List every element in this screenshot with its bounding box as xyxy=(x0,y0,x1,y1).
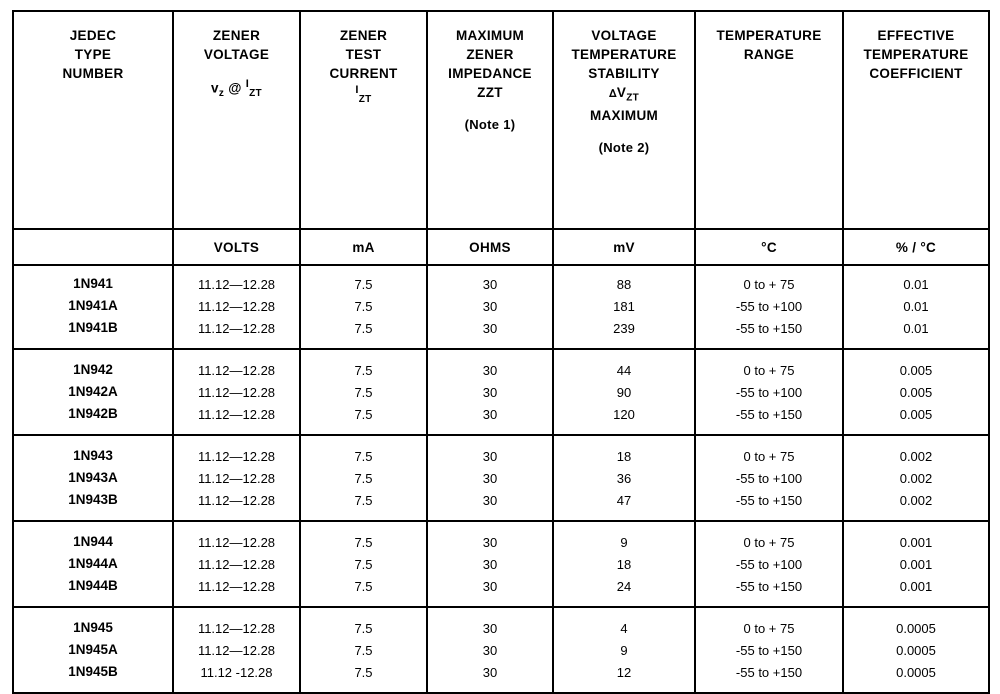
header-line: JEDEC xyxy=(69,28,117,43)
header-line: MAXIMUM xyxy=(455,28,525,43)
cell-temp-coefficient: 0.01 xyxy=(843,265,989,295)
cell-voltage: 11.12—12.28 xyxy=(173,521,300,553)
header-line: STABILITY xyxy=(588,66,660,82)
cell-voltage: 11.12—12.28 xyxy=(173,403,300,435)
cell-test-current: 7.5 xyxy=(300,381,427,403)
cell-stability: 24 xyxy=(553,575,695,607)
cell-voltage: 11.12—12.28 xyxy=(173,639,300,661)
header-line: ZENER xyxy=(339,28,388,43)
cell-stability: 18 xyxy=(553,435,695,467)
header-line: NUMBER xyxy=(62,66,124,82)
cell-type: 1N943B xyxy=(13,489,173,521)
cell-type: 1N942A xyxy=(13,381,173,403)
cell-impedance: 30 xyxy=(427,295,553,317)
header-line: IMPEDANCE xyxy=(448,66,532,82)
cell-impedance: 30 xyxy=(427,349,553,381)
table-row xyxy=(13,661,989,693)
header-line: TEMPERATURE xyxy=(716,28,822,43)
cell-impedance: 30 xyxy=(427,661,553,693)
cell-impedance: 30 xyxy=(427,575,553,607)
header-row-units xyxy=(13,229,989,265)
cell-impedance: 30 xyxy=(427,403,553,435)
cell-test-current: 7.5 xyxy=(300,349,427,381)
cell-test-current: 7.5 xyxy=(300,403,427,435)
cell-voltage: 11.12—12.28 xyxy=(173,489,300,521)
cell-stability: 90 xyxy=(553,381,695,403)
cell-voltage: 11.12—12.28 xyxy=(173,575,300,607)
cell-type: 1N943 xyxy=(13,435,173,467)
cell-stability: 9 xyxy=(553,639,695,661)
header-symbol-test-current: $^I_{ZT}$ xyxy=(355,84,372,106)
cell-temp-range: 0 to + 75 xyxy=(695,265,843,295)
cell-temp-range: -55 to +100 xyxy=(695,467,843,489)
zener-specification-table xyxy=(12,10,990,694)
cell-test-current: 7.5 xyxy=(300,607,427,639)
cell-temp-coefficient: 0.0005 xyxy=(843,661,989,693)
cell-test-current: 7.5 xyxy=(300,553,427,575)
header-spacer xyxy=(178,64,295,77)
table-row xyxy=(13,435,989,467)
cell-impedance: 30 xyxy=(427,489,553,521)
cell-voltage: 11.12—12.28 xyxy=(173,607,300,639)
cell-temp-range: -55 to +150 xyxy=(695,403,843,435)
cell-impedance: 30 xyxy=(427,317,553,349)
unit-maximum-zener-impedance: OHMS xyxy=(427,229,553,265)
cell-test-current: 7.5 xyxy=(300,435,427,467)
unit-jedec-type-number xyxy=(13,229,173,265)
cell-type: 1N941B xyxy=(13,317,173,349)
cell-temp-coefficient: 0.0005 xyxy=(843,639,989,661)
cell-type: 1N945B xyxy=(13,661,173,693)
cell-type: 1N943A xyxy=(13,467,173,489)
table-row xyxy=(13,489,989,521)
cell-type: 1N944B xyxy=(13,575,173,607)
table-row xyxy=(13,607,989,639)
cell-impedance: 30 xyxy=(427,639,553,661)
cell-temp-range: 0 to + 75 xyxy=(695,435,843,467)
table-row xyxy=(13,349,989,381)
cell-stability: 12 xyxy=(553,661,695,693)
header-line: ZZT xyxy=(477,85,503,101)
cell-impedance: 30 xyxy=(427,265,553,295)
table-row xyxy=(13,317,989,349)
cell-temp-coefficient: 0.01 xyxy=(843,317,989,349)
cell-impedance: 30 xyxy=(427,553,553,575)
cell-temp-coefficient: 0.002 xyxy=(843,435,989,467)
header-zener-test-current xyxy=(300,11,427,229)
header-row-main xyxy=(13,11,989,229)
table-row xyxy=(13,575,989,607)
cell-test-current: 7.5 xyxy=(300,489,427,521)
unit-effective-temperature-coefficient: % / °C xyxy=(843,229,989,265)
cell-voltage: 11.12 -12.28 xyxy=(173,661,300,693)
cell-impedance: 30 xyxy=(427,381,553,403)
cell-temp-range: -55 to +150 xyxy=(695,575,843,607)
unit-voltage-temperature-stability: mV xyxy=(553,229,695,265)
header-line: EFFECTIVE xyxy=(877,28,955,43)
cell-temp-range: -55 to +150 xyxy=(695,661,843,693)
cell-temp-range: -55 to +100 xyxy=(695,553,843,575)
cell-type: 1N941A xyxy=(13,295,173,317)
cell-voltage: 11.12—12.28 xyxy=(173,349,300,381)
table-row xyxy=(13,381,989,403)
header-line: RANGE xyxy=(743,47,795,63)
cell-voltage: 11.12—12.28 xyxy=(173,381,300,403)
cell-temp-coefficient: 0.002 xyxy=(843,467,989,489)
cell-type: 1N945A xyxy=(13,639,173,661)
header-spacer xyxy=(432,103,548,116)
cell-impedance: 30 xyxy=(427,607,553,639)
header-line: ZENER xyxy=(466,47,514,63)
cell-temp-range: 0 to + 75 xyxy=(695,607,843,639)
table-row xyxy=(13,403,989,435)
header-zener-voltage xyxy=(173,11,300,229)
cell-temp-coefficient: 0.005 xyxy=(843,403,989,435)
cell-impedance: 30 xyxy=(427,435,553,467)
table-row xyxy=(13,521,989,553)
header-line: CURRENT xyxy=(329,66,398,82)
cell-temp-range: 0 to + 75 xyxy=(695,521,843,553)
header-voltage-temperature-stability xyxy=(553,11,695,229)
header-symbol-delta-v-zt: $\Delta V_{ZT}$ xyxy=(608,85,640,105)
cell-voltage: 11.12—12.28 xyxy=(173,317,300,349)
header-temperature-range xyxy=(695,11,843,229)
cell-temp-coefficient: 0.005 xyxy=(843,381,989,403)
table-row xyxy=(13,295,989,317)
cell-stability: 44 xyxy=(553,349,695,381)
cell-test-current: 7.5 xyxy=(300,317,427,349)
unit-zener-voltage: VOLTS xyxy=(173,229,300,265)
cell-type: 1N945 xyxy=(13,607,173,639)
cell-temp-coefficient: 0.001 xyxy=(843,553,989,575)
cell-stability: 239 xyxy=(553,317,695,349)
header-line: COEFFICIENT xyxy=(869,66,963,82)
header-line: ZENER xyxy=(212,28,261,43)
cell-type: 1N944A xyxy=(13,553,173,575)
header-line-maximum: MAXIMUM xyxy=(589,108,659,124)
cell-type: 1N942 xyxy=(13,349,173,381)
cell-stability: 120 xyxy=(553,403,695,435)
header-jedec-type-number xyxy=(13,11,173,229)
table-row xyxy=(13,467,989,489)
header-symbol-zener-voltage: $v_z$ @ $^I_{ZT}$ xyxy=(211,78,262,100)
header-line: VOLTAGE xyxy=(203,47,270,63)
cell-temp-coefficient: 0.01 xyxy=(843,295,989,317)
header-maximum-zener-impedance xyxy=(427,11,553,229)
cell-temp-range: -55 to +100 xyxy=(695,381,843,403)
header-note-reference: (Note 2) xyxy=(598,139,650,155)
cell-temp-range: -55 to +150 xyxy=(695,489,843,521)
cell-stability: 181 xyxy=(553,295,695,317)
cell-temp-coefficient: 0.0005 xyxy=(843,607,989,639)
cell-stability: 88 xyxy=(553,265,695,295)
cell-temp-coefficient: 0.005 xyxy=(843,349,989,381)
header-line: TEMPERATURE xyxy=(863,47,969,63)
cell-stability: 36 xyxy=(553,467,695,489)
cell-temp-coefficient: 0.001 xyxy=(843,575,989,607)
table-row xyxy=(13,553,989,575)
table-row xyxy=(13,639,989,661)
cell-impedance: 30 xyxy=(427,467,553,489)
cell-type: 1N941 xyxy=(13,265,173,295)
cell-test-current: 7.5 xyxy=(300,467,427,489)
cell-temp-range: 0 to + 75 xyxy=(695,349,843,381)
cell-voltage: 11.12—12.28 xyxy=(173,435,300,467)
cell-test-current: 7.5 xyxy=(300,521,427,553)
unit-zener-test-current: mA xyxy=(300,229,427,265)
table-header xyxy=(13,11,989,265)
header-line: TEST xyxy=(345,47,382,63)
cell-voltage: 11.12—12.28 xyxy=(173,295,300,317)
cell-type: 1N944 xyxy=(13,521,173,553)
cell-test-current: 7.5 xyxy=(300,265,427,295)
cell-temp-range: -55 to +100 xyxy=(695,295,843,317)
table-body xyxy=(13,265,989,693)
header-note-reference: (Note 1) xyxy=(464,116,516,132)
table-row xyxy=(13,265,989,295)
cell-type: 1N942B xyxy=(13,403,173,435)
cell-voltage: 11.12—12.28 xyxy=(173,467,300,489)
cell-stability: 47 xyxy=(553,489,695,521)
header-line: TYPE xyxy=(74,47,112,63)
header-spacer xyxy=(558,126,690,139)
cell-temp-coefficient: 0.001 xyxy=(843,521,989,553)
cell-temp-coefficient: 0.002 xyxy=(843,489,989,521)
cell-voltage: 11.12—12.28 xyxy=(173,265,300,295)
header-line: VOLTAGE xyxy=(591,28,657,43)
cell-stability: 18 xyxy=(553,553,695,575)
cell-voltage: 11.12—12.28 xyxy=(173,553,300,575)
cell-stability: 4 xyxy=(553,607,695,639)
cell-test-current: 7.5 xyxy=(300,575,427,607)
cell-impedance: 30 xyxy=(427,521,553,553)
header-effective-temperature-coefficient xyxy=(843,11,989,229)
cell-test-current: 7.5 xyxy=(300,661,427,693)
unit-temperature-range: °C xyxy=(695,229,843,265)
cell-test-current: 7.5 xyxy=(300,295,427,317)
header-line: TEMPERATURE xyxy=(571,47,677,63)
cell-test-current: 7.5 xyxy=(300,639,427,661)
cell-stability: 9 xyxy=(553,521,695,553)
cell-temp-range: -55 to +150 xyxy=(695,639,843,661)
cell-temp-range: -55 to +150 xyxy=(695,317,843,349)
